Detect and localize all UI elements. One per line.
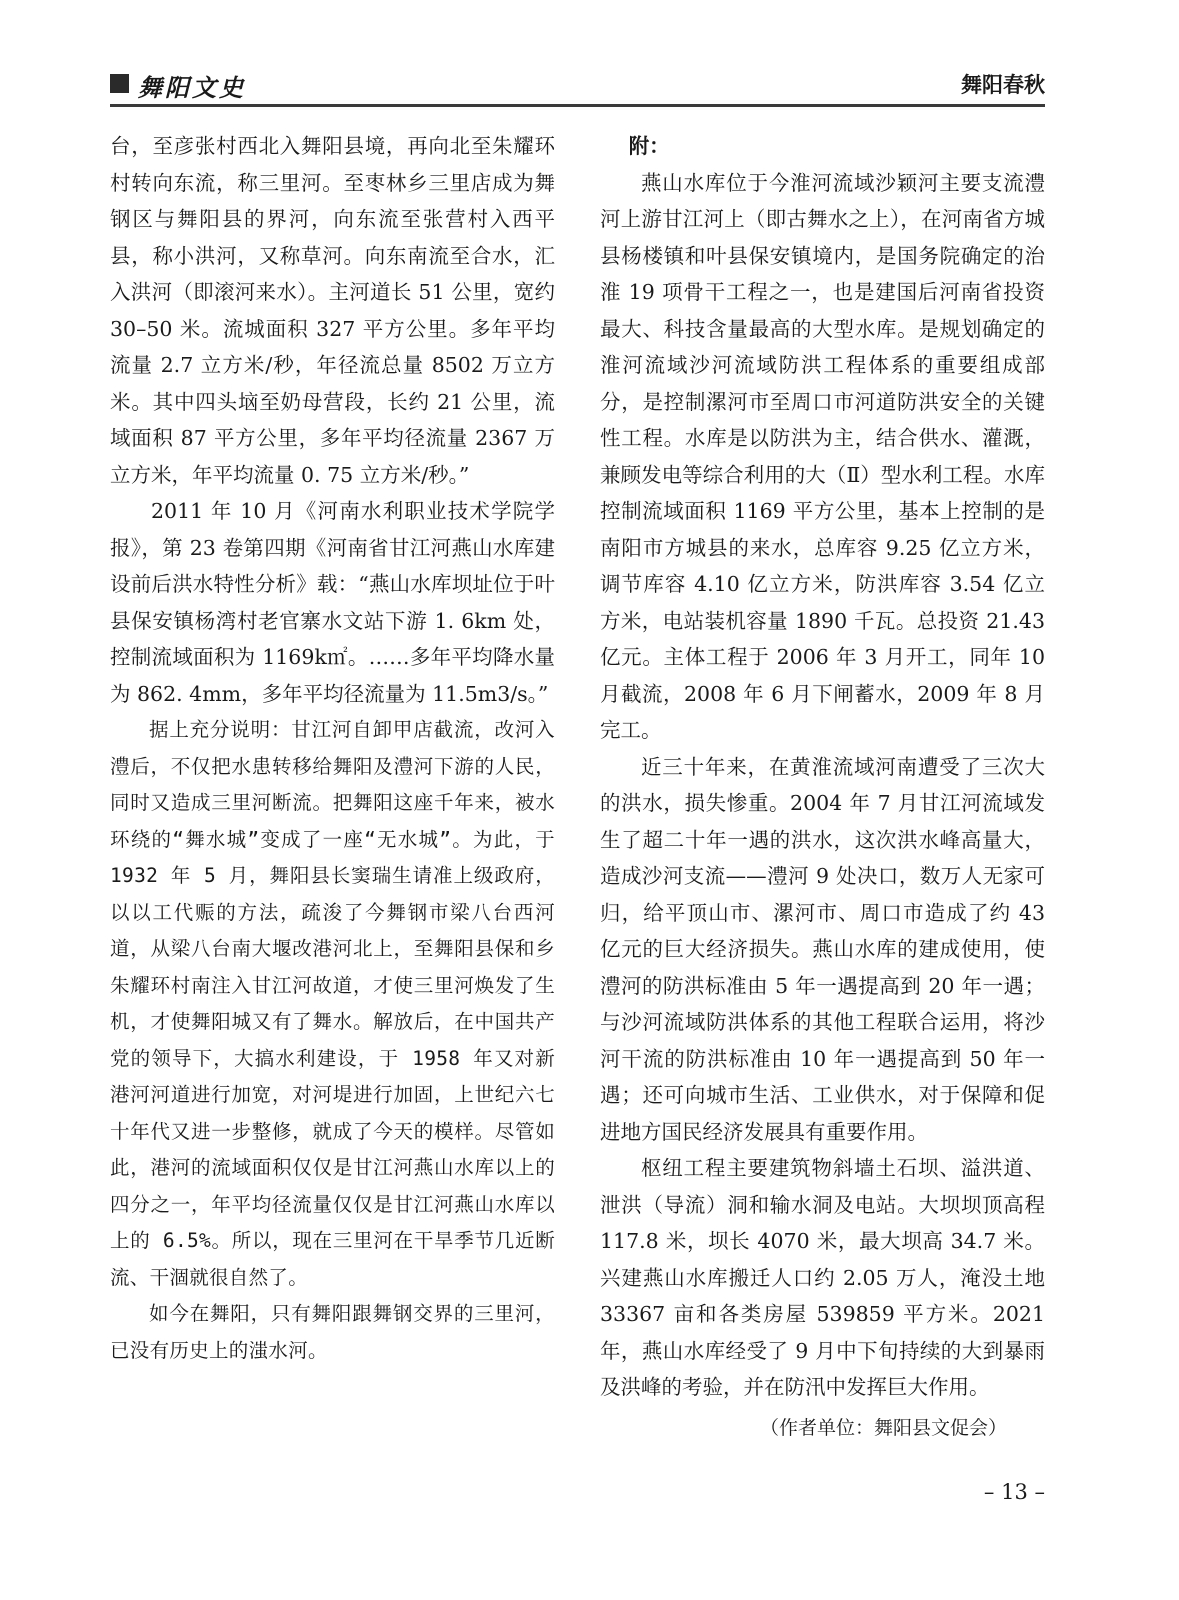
page-number: – 13 – (983, 1480, 1045, 1504)
left-paragraph-2: 2011 年 10 月《河南水利职业技术学院学报》，第 23 卷第四期《河南省甘江河燕山水库建设前后洪水特性分析》载：“燕山水库坝址位于叶县保安镇杨湾村老官寨水文站下游 1. 6km 处，控制流域面积为 1169k㎡。……多年平均降水量为 862. 4mm，多年平均径流量为 11.5m3/s。” (110, 499, 555, 706)
section-title: 舞阳春秋 (961, 73, 1045, 97)
appendix-label: 附： (628, 134, 670, 158)
author-affiliation: （作者单位：舞阳县文促会） (759, 1416, 1007, 1439)
page-header (110, 66, 1045, 110)
right-column (600, 128, 1045, 1446)
right-paragraph-2: 近三十年来，在黄淮流域河南遭受了三次大的洪水，损失惨重。2004 年 7 月甘江河流域发生了超二十年一遇的洪水，这次洪水峰高量大，造成沙河支流——澧河 9 处决口，数万人无家可归，给平顶山市、漯河市、周口市造成了约 43 亿元的巨大经济损失。燕山水库的建成使用，使澧河的防洪标准由 5 年一遇提高到 20 年一遇；与沙河流域防洪体系的其他工程联合运用，将沙河干流的防洪标准由 10 年一遇提高到 50 年一遇；还可向城市生活、工业供水，对于保障和促进地方国民经济发展具有重要作用。 (600, 754, 1045, 1144)
left-paragraph-3: 据上充分说明：甘江河自卸甲店截流，改河入澧后，不仅把水患转移给舞阳及澧河下游的人民，同时又造成三里河断流。把舞阳这座千年来，被水环绕的“舞水城”变成了一座“无水城”。为此，于 1932 年 5 月，舞阳县长窦瑞生请准上级政府，以以工代赈的方法，疏浚了今舞钢市梁八台西河道，从梁八台南大堰改港河北上，至舞阳县保和乡朱耀环村南注入甘江河故道，才使三里河焕发了生机，才使舞阳城又有了舞水。解放后，在中国共产党的领导下，大搞水利建设，于 1958 年又对新港河河道进行加宽，对河堤进行加固，上世纪六七十年代又进一步整修，就成了今天的模样。尽管如此，港河的流域面积仅仅是甘江河燕山水库以上的四分之一，年平均径流量仅仅是甘江河燕山水库以上的 6.5%。所以，现在三里河在干旱季节几近断流、干涸就很自然了。 (110, 718, 555, 1289)
left-paragraph-1: 台，至彦张村西北入舞阳县境，再向北至朱耀环村转向东流，称三里河。至枣林乡三里店成为舞钢区与舞阳县的界河，向东流至张营村入西平县，称小洪河，又称草河。向东南流至合水，汇入洪河（即滚河来水）。主河道长 51 公里，宽约 30–50 米。流城面积 327 平方公里。多年平均流量 2.7 立方米/秒，年径流总量 8502 万立方米。其中四头垴至奶母营段，长约 21 公里，流域面积 87 平方公里，多年平均径流量 2367 万立方米，年平均流量 0. 75 立方米/秒。” (110, 134, 555, 487)
left-paragraph-4: 如今在舞阳，只有舞阳跟舞钢交界的三里河，已没有历史上的滍水河。 (110, 1302, 555, 1362)
right-paragraph-1: 燕山水库位于今淮河流域沙颖河主要支流澧河上游甘江河上（即古舞水之上），在河南省方城县杨楼镇和叶县保安镇境内，是国务院确定的治淮 19 项骨干工程之一，也是建国后河南省投资最大、科技含量最高的大型水库。是规划确定的淮河流域沙河流域防洪工程体系的重要组成部分，是控制漯河市至周口市河道防洪安全的关键性工程。水库是以防洪为主，结合供水、灌溉，兼顾发电等综合利用的大（Ⅱ）型水利工程。水库控制流域面积 1169 平方公里，基本上控制的是南阳市方城县的来水，总库容 9.25 亿立方米，调节库容 4.10 亿立方米，防洪库容 3.54 亿立方米，电站装机容量 1890 千瓦。总投资 21.43 亿元。主体工程于 2006 年 3 月开工，同年 10 月截流，2008 年 6 月下闸蓄水，2009 年 8 月完工。 (600, 170, 1045, 742)
left-column (110, 128, 555, 1369)
header-divider (110, 104, 1045, 107)
journal-title: 舞阳文史 (138, 73, 246, 102)
header-square-mark (110, 74, 129, 93)
right-paragraph-3: 枢纽工程主要建筑物斜墙土石坝、溢洪道、泄洪（导流）洞和输水洞及电站。大坝坝顶高程 117.8 米，坝长 4070 米，最大坝高 34.7 米。兴建燕山水库搬迁人口约 2.05 万人，淹没土地 33367 亩和各类房屋 539859 平方米。2021 年，燕山水库经受了 9 月中下旬持续的大到暴雨及洪峰的考验，并在防汛中发挥巨大作用。 (600, 1156, 1045, 1399)
